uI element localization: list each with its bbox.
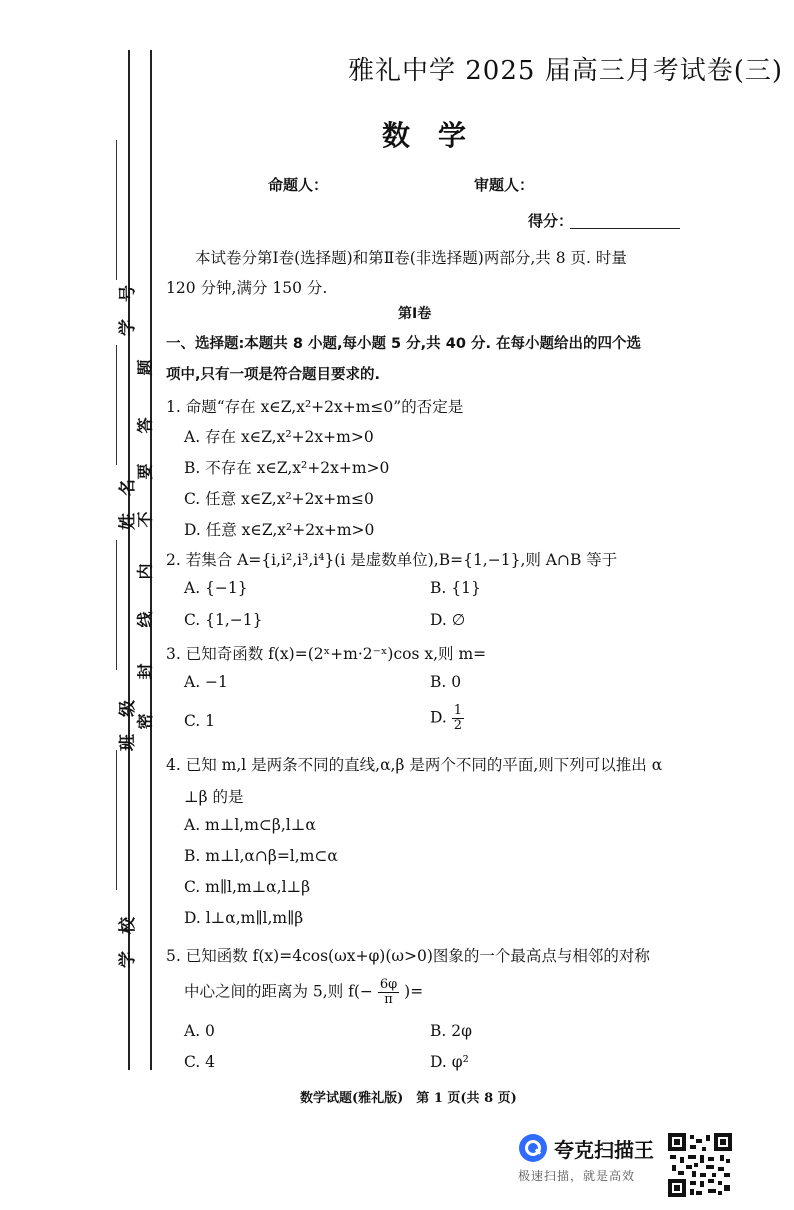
school-blank[interactable]: [116, 750, 117, 890]
name-blank[interactable]: [116, 345, 117, 465]
q5-option-c[interactable]: C. 4: [184, 1053, 216, 1071]
scanner-logo-icon: [518, 1133, 548, 1163]
class-blank[interactable]: [116, 540, 117, 670]
q3-option-d-fraction: [452, 704, 464, 733]
seal-char-6: 线: [135, 611, 155, 628]
class-label: 班 级: [118, 700, 138, 751]
student-id-label: 学 号: [118, 285, 138, 336]
student-id-blank[interactable]: [116, 140, 117, 280]
q4-stem-line-1: 4. 已知 m,l 是两条不同的直线,α,β 是两个不同的平面,则下列可以推出 α: [166, 756, 663, 774]
margin-line-inner: [150, 50, 152, 1070]
name-label: 姓 名: [118, 479, 138, 530]
q1-option-a[interactable]: A. 存在 x∈Z,x²+2x+m>0: [184, 428, 374, 446]
q5-fraction: [378, 978, 399, 1007]
q3-option-d-prefix: D.: [430, 708, 447, 727]
q5-frac-den: π: [384, 992, 393, 1007]
q3-frac-den: 2: [453, 718, 463, 733]
section-heading-line-2: 项中,只有一项是符合题目要求的.: [166, 367, 381, 383]
q1-option-c[interactable]: C. 任意 x∈Z,x²+2x+m≤0: [184, 490, 374, 508]
subject-title: 数学: [382, 119, 495, 152]
q2-option-a[interactable]: A. {−1}: [184, 579, 248, 597]
intro-line-1: 本试卷分第Ⅰ卷(选择题)和第Ⅱ卷(非选择题)两部分,共 8 页. 时量: [195, 249, 627, 267]
q3-frac-num: 1: [453, 703, 463, 718]
q5-option-d[interactable]: D. φ²: [430, 1053, 469, 1071]
scanner-watermark: [518, 1133, 654, 1184]
section-heading-line-1: 一、选择题:本题共 8 小题,每小题 5 分,共 40 分. 在每小题给出的四个选: [166, 336, 642, 352]
score-blank[interactable]: [570, 228, 680, 229]
intro-line-2: 120 分钟,满分 150 分.: [166, 279, 328, 297]
q3-option-c[interactable]: C. 1: [184, 712, 216, 730]
q1-option-b[interactable]: B. 不存在 x∈Z,x²+2x+m>0: [184, 459, 390, 477]
q5-stem-suffix: )=: [404, 982, 424, 1001]
q5-frac-num: 6φ: [379, 977, 398, 992]
q1-stem: 1. 命题“存在 x∈Z,x²+2x+m≤0”的否定是: [166, 398, 464, 416]
q3-option-a[interactable]: A. −1: [184, 673, 228, 691]
q5-stem-line-1: 5. 已知函数 f(x)=4cos(ωx+φ)(ω>0)图象的一个最高点与相邻的对称: [166, 947, 650, 965]
seal-char-1: 题: [135, 359, 155, 376]
seal-char-2: 答: [135, 417, 155, 434]
seal-char-3: 要: [135, 463, 155, 480]
q2-option-b[interactable]: B. {1}: [430, 579, 481, 597]
q4-option-d[interactable]: D. l⊥α,m∥l,m∥β: [184, 909, 304, 927]
q3-option-d[interactable]: [430, 704, 464, 733]
reviewer-label: 审题人：: [474, 176, 535, 194]
q1-option-d[interactable]: D. 任意 x∈Z,x²+2x+m>0: [184, 521, 375, 539]
seal-char-5: 内: [135, 563, 155, 580]
q2-stem: 2. 若集合 A={i,i²,i³,i⁴}(i 是虚数单位),B={1,−1},则 A∩B 等于: [166, 551, 618, 569]
score-label: 得分：: [528, 212, 574, 230]
q2-option-c[interactable]: C. {1,−1}: [184, 611, 263, 629]
q5-stem-prefix: 中心之间的距离为 5,则 f(−: [184, 982, 373, 1001]
q4-option-b[interactable]: B. m⊥l,α∩β=l,m⊂α: [184, 847, 338, 865]
scanner-slogan: 极速扫描，就是高效: [518, 1169, 636, 1183]
q2-option-d[interactable]: D. ∅: [430, 611, 466, 629]
scanner-brand: 夸克扫描王: [554, 1137, 654, 1162]
q5-option-b[interactable]: B. 2φ: [430, 1022, 472, 1040]
q4-option-a[interactable]: A. m⊥l,m⊂β,l⊥α: [184, 816, 316, 834]
seal-char-7: 封: [135, 663, 155, 680]
q3-option-b[interactable]: B. 0: [430, 673, 462, 691]
exam-title: 雅礼中学 2025 届高三月考试卷(三): [348, 56, 783, 86]
q4-option-c[interactable]: C. m∥l,m⊥α,l⊥β: [184, 878, 311, 896]
page-footer: 数学试题(雅礼版) 第 1 页(共 8 页): [300, 1091, 517, 1106]
q4-stem-line-2: ⊥β 的是: [184, 788, 244, 806]
seal-char-4: 不: [135, 511, 155, 528]
seal-char-8: 密: [135, 713, 155, 730]
setter-label: 命题人：: [268, 176, 329, 194]
school-label: 学 校: [118, 917, 138, 968]
qr-code-icon: [668, 1133, 732, 1197]
section-title: 第Ⅰ卷: [398, 306, 432, 322]
q5-stem-line-2: [184, 978, 423, 1007]
q5-option-a[interactable]: A. 0: [184, 1022, 215, 1040]
q3-stem: 3. 已知奇函数 f(x)=(2ˣ+m·2⁻ˣ)cos x,则 m=: [166, 645, 487, 663]
